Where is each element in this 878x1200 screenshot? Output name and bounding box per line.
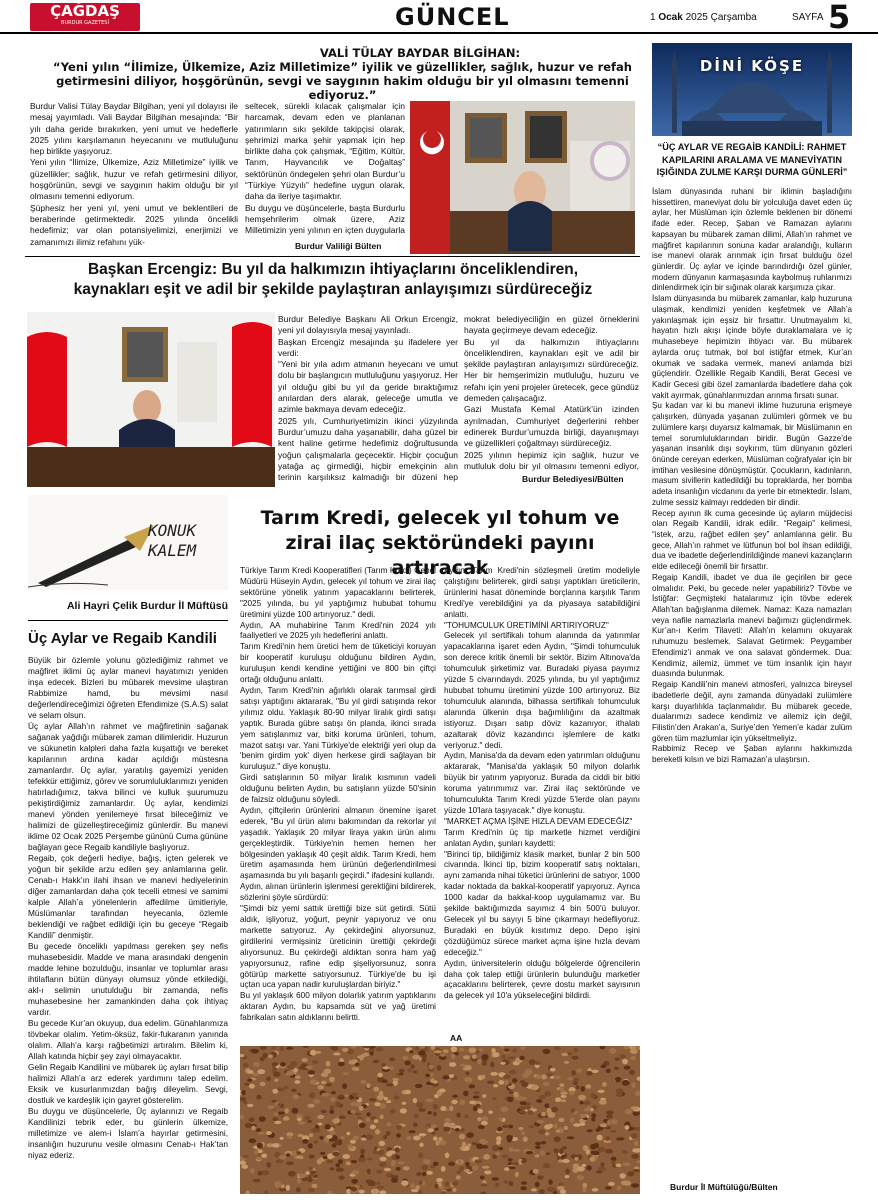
governor-office-photo[interactable] bbox=[410, 101, 635, 254]
masthead bbox=[0, 0, 878, 34]
article2-source: Burdur Belediyesi/Bülten bbox=[522, 474, 624, 484]
issue-date: 1 Ocak 2025 Çarşamba bbox=[650, 12, 757, 23]
pen-illustration bbox=[28, 495, 228, 590]
article3-source: AA bbox=[450, 1033, 463, 1043]
guest-column-author: Ali Hayri Çelik Burdur İl Müftüsü bbox=[66, 600, 228, 612]
religious-column-source: Burdur İl Müftülüğü/Bülten bbox=[670, 1182, 778, 1192]
logo-subtitle: BURDUR GAZETESİ bbox=[61, 20, 109, 26]
newspaper-logo[interactable] bbox=[30, 3, 140, 31]
page-label: SAYFA bbox=[792, 12, 824, 23]
divider bbox=[25, 256, 640, 257]
article3-column-2: Aydın, Tarım Kredi'nin sözleşmeli üretim modeliyle çalıştığını belirterek, girdi satışı yaptıkları üreticilerin, ürünlerini hasat döneminde borçlarına karşılık Tarım Kredi'ye verebildiğini ya da piyasaya satabildiğini anlattı. "TOHUMCULUK ÜRETİMİNİ ARTIRIYORUZ" Gelecek yıl sertifikalı tohum alanında da yatırımlar yapacaklarına işaret eden Aydın, "Şimdi tohumculuk son derece kritik önemli bir sektör. Bizim Altınova'da tohumculuk şirketimiz var. Buradaki piyasa payımız yüzde 5 civarındaydı. 2025 yılında, bu yıl yaptığımız hububat tohumu üretimini yüzde 100 artırıyoruz. Biz tohumculuk alanında, bilhassa sertifikalı tohumculuk alanında ülkenin dışa bağımlılığını da azaltmak istiyoruz. Dışarı satıp döviz kazanıyor, ithalatı azaltarak döviz kazandırıcı işlemlere de katkı veriyoruz." dedi. Aydın, Manisa'da da devam eden yatırımları olduğunu aktararak, "Manisa'da yaklaşık 50 milyon dolarlık büyük bir yatırım yapıyoruz. Burada da ciddi bir bitki koruma yatırımımız var. Zirai ilaç sektöründe ve tohumculukta Tarım Kredi yüzde 5'lerde olan payını yüzde 10'lara taşıyacak." diye konuştu. "MARKET AÇMA İŞİNE HIZLA DEVAM EDECEĞİZ" Tarım Kredi'nin üç tip marketle hizmet verdiğini anlatan Aydın, şunları kaydetti: "Birinci tip, bildiğimiz klasik market, bunlar 2 bin 500 civarında. İkinci tip, bizim kooperatif satış noktaları, aynı zamanda nihai tüketici ürünlerini de satıyor, 1000 kadar noktada da bakkal-kooperatif yapıyoruz. Ayrıca 1000 kadar da bakkal-koop uygulamamız var. Bu şekilde baktığımızda sayımız 4 bin 500'ü buluyor. Gelecek yıl bu sayıyı 5 bine çıkarmayı hedefliyoruz. Buradaki en büyük kısıtımız depo. Depo işini çözdüğümüz sürece market açma işine hızla devam edeceğiz." Aydın, üniversitelerin olduğu bölgelerde öğrencilerin daha çok talep ettiği ürünlerin bulunduğu marketler açacaklarını belirterek, çevre dostu market sayısının da gelecek yıl 10'a yükseleceğini bildirdi. bbox=[444, 566, 640, 1001]
section-title: GÜNCEL bbox=[395, 3, 510, 31]
religious-column-body: İslam dünyasında ruhani bir iklimin başladığını hissettiren, maneviyat dolu bir yolculuğa davet eden üç aylar, her Müslüman için özlemle beklenen bir dönemi ifade eder. Recep, Şaban ve Ramazan aylarını kapsayan bu mübarek zaman dilimi, Allah’ın rahmet ve mağfiret kapılarının sonuna kadar aralandığı, kulların ise manevi olarak arınmak için fırsat bulduğu özel günlerdir. Üç aylar ve içinde barındırdığı özel günler, modern dünyanın karmaşasında kaybolmuş ruhlarımızı dinlendirmek için bir sığınak olarak karşımıza çıkar. İslam dünyasında bu mübarek zamanlar, kalp huzuruna ulaşmak, kendimizi yeniden keşfetmek ve Allah’a yakınlaşmak için eşsiz bir fırsattır. Unutmayalım ki, hayatın hızlı akışı içinde böyle duraklamalara ve iç muhasebeye hepimizin ihtiyacı var. Bu mübarek aylarda oruç tutmak, bol bol istiğfar etmek, Kur’an okumak ve sadaka vermek, manevi anlamda bizi güçlendirir. Özellikle Regaib Kandili, Berat Gecesi ve Kadir Gecesi gibi özel zamanlarda ibadetlere daha çok vakit ayırmak, günahlarımızdan arınma fırsatı sunar. Şu kadarı var ki bu manevi iklime huzuruna erişmeye çalışırken, dünyada yaşanan zulümleri görmek ve bu zulümlere karşı duyarsız kalmamak, bir Müslümanın en temel sorumluluklarından biridir. Bugün Gazze’de yaşanan insanlık dışı soykırım, tüm dünyanın gözleri önünde cereyan ederken, Müslüman coğrafyalar için bir imtihan vesilesine dönüşmüştür. Çocukların, kadınların, masum sivillerin katledildiği bu topraklarda, her bomba adeta insanlığın vicdanını da yerle bir etmektedir. İslam, zulme sessiz kalmayı reddeden bir dindir. Recep ayının ilk cuma gecesinde üç ayların müjdecisi olan Regaib Kandili, idrak edilir. “Regaip” kelimesi, “istek, arzu, rağbet edilen şey” anlamlarına gelir. Bu gece, Allah’ın rahmet ve lütfunun bol bol ihsan edildiği, dua ve ibadetle değerlendirildiğinde manevi kazançların elde edileceği önemli bir fırsattır. Regaip Kandili, ibadet ve dua ile geçirilen bir gece olmalıdır. Peki, bu gecede neler yapabiliriz? Tövbe ve İstiğfar: Geçmişteki hatalarımız için tövbe ederek Allah’tan bağışlanma dilemek. Namaz: Kaza namazları veya nafile namazlarla manevi bağımızı güçlendirmek. Kur’an-ı Kerim Tilaveti: Allah’ın kelamını okuyarak ruhumuzu beslemek. Salavat Getirmek: Peygamber Efendimiz’i anmak ve ona salavat göndermek. Dua: Kendimiz, ailemiz, ümmet ve tüm insanlık için hayır duasında bulunmak. Regaip Kandili’nin manevi atmosferi, yalnızca bireysel ibadetlerle değil, aynı zamanda dünyadaki zulümlere karşı duyarlılıkla taçlanmalıdır. Bu mübarek gecede, dualarımızı sadece kendimiz ve ailemiz için değil, Filistin’den Arakan’a, Suriye’den Yemen’e kadar zulüm gören tüm mazlumlar için yükseltmeliyiz. Rabbimiz Recep ve Şaban aylarını hakkımızda bereketli kılsın ve bizi Ramazan’a ulaştırsın. bbox=[652, 187, 852, 765]
guest-column-banner bbox=[28, 495, 228, 590]
article1-source: Burdur Valiliği Bülten bbox=[295, 241, 382, 251]
religious-column-title[interactable]: “ÜÇ AYLAR VE REGAİB KANDİLİ: RAHMET KAPILARINI ARALAMA VE MANEVİYATIN IŞIĞINDA ZULME KARŞI DURMA GÜNLERİ” bbox=[656, 142, 848, 177]
page-number: 5 bbox=[828, 0, 851, 36]
guest-column-title[interactable]: Üç Aylar ve Regaib Kandili bbox=[28, 630, 217, 647]
article1-headline[interactable]: “Yeni yılın “İlimize, Ülkemize, Aziz Milletimize” iyilik ve güzellikler, sağlık, huzur ve refah getirmesini diliyor, hoşgörünün, sevgi ve saygının hakim olduğu bir yıl olmasını temenni ediyoruz.” bbox=[52, 60, 632, 102]
article1-column-1: Burdur Valisi Tülay Baydar Bilgihan, yeni yıl dolayısı ile mesaj yayımladı. Vali Baydar Bilgihan mesajında: “Bir yılı daha geride bırakırken, yeni umut ve hedeflerle 2025 yılını karşılamanın heyecanını ve mutluluğunu hep birlikte yaşıyoruz. Yeni yılın “İlimize, Ülkemize, Aziz Milletimize” iyilik ve güzellikler; sağlık, huzur ve refah getirmesini diliyor, hoşgörünün, sevgi ve saygının hakim olduğu bir yıl olmasını temenni ediyorum. Şüphesiz her yeni yıl, yeni umut ve beklentileri de beraberinde getirmektedir. 2025 yılında öncelikli hedefimiz; var olan potansiyelimizi, enerjimizi ve zamanımızı ilimiz refahını yük- bbox=[30, 101, 238, 247]
religious-column-banner bbox=[652, 43, 852, 136]
mayor-office-photo[interactable] bbox=[27, 312, 275, 487]
guest-column-body: Büyük bir özlemle yolunu gözlediğimiz rahmet ve mağfiret iklimi üç aylar manevi hayatımızı yeniden inşa edecek. Bizleri bu mübarek mevsime ulaştıran Rabbimize hamd, bu mevsimi nasıl değerlendireceğimizi öğreten Efendimize (S.A.S) salat ve selam olsun. Üç aylar Allah’ın rahmet ve mağfiretinin sağanak sağanak yağdığı mübarek zaman dilimleridir. Huzurun ve sükunetin kalpleri daha fazla kuşattığı ve bereket kapılarının ardına kadar açıldığı müstesna zamanlardır. Üç aylar, yaratılış gayemizi yeniden tefekkür ettiğimiz, görev ve sorumluluklarımızı yeniden hatırladığımız, takva bilinci ve kulluk şuurumuzu pekiştirdiğimiz zamanlardır. Üç aylar, kendimizi manevi yönden yenilemeye fırsat bileceğimiz ve halimizi de güzelleştireceğimiz günlerdir. Bu manevi iklime 02 Ocak 2025 Perşembe gününü Cuma gününe bağlayan gece Regaib kandiliyle başlıyoruz. Regaib, çok değerli hediye, bağış, içten gelerek ve yoğun bir şekilde arzu edilen şey anlamlarına gelir. Cenab-ı Hakk’ın ilahi ihsan ve manevi hediyelerinin diğer zamanlardan daha çok tecelli etmesi ve samimi kalple Allah’a yönelenlerin affedilme ümitleriyle, Müslümanlar tarafından heyecanla, özlemle beklendiği ve rağbet edildiği için bu geceye “Regaib Kandili” denmiştir. Bu gecede önceliklı yapılması gereken şey nefis muhasebesidir. Madde ve mana arasındaki dengenin madde lehine bozulduğu, insanlar ve toplumlar arası ihtilafların bütün dünyayı olumsuz yönde etkilediği, akl-ı selimin unutulduğu bir zamanda, nefis muhasebesine her zamankinden daha çok ihtiyaç vardır. Bu gecede Kur’an okuyup, dua edelim. Günahlarımıza tövbekar olalım. Yetim-öksüz, fakir-fukaranın yanında olalım. Allah’a karşı rağbetimizi artıralım. Bilelim ki, Allah katında hiçbir şey zayi olmayacaktır. Gelin Regaib Kandilini ve mübarek üç ayları fırsat bilip halimizi Allah’a arz ederek yardımını talep edelim. Eksik ve kusurlarımızdan bağış dileyelim. Sevgi, dostluk ve kardeşlik için gayret gösterelim. Bu duygu ve düşüncelerle, Üç aylarınızı ve Regaib Kandilinizi tebrik eder, bu günlerin ülkemize, milletimize ve alem-i İslam’a hayırlar getirmesini, insanlığın huzurunu vesile olmasını Cenab-ı Hak’tan niyaz ederiz. bbox=[28, 655, 228, 1160]
guest-column-label: KONUK KALEM bbox=[148, 521, 197, 560]
divider bbox=[28, 620, 228, 621]
article2-headline[interactable]: Başkan Ercengiz: Bu yıl da halkımızın ihtiyaçlarını önceliklendiren, kaynakları eşit ve adil bir şekilde paylaştıran anlayışımızı sürdüreceğiz bbox=[73, 261, 593, 298]
seeds-photo[interactable] bbox=[240, 1046, 640, 1194]
article3-column-1: Türkiye Tarım Kredi Kooperatifleri (Tarım Kredi) Genel Müdürü Hüseyin Aydın, gelecek yıl tohum ve zirai ilaç sektörüne yönelik yatırım yapacaklarını belirterek, "2025 yılında, bu yıl yaptığımız hububat tohumu üretimini yüzde 100 artırıyoruz." dedi. Aydın, AA muhabirine Tarım Kredi'nin 2024 yılı faaliyetleri ve 2025 yılı hedeflerini anlattı. Tarım Kredi'nin hem üretici hem de tüketiciyi koruyan bir kooperatif kuruluşu olduğunu bildiren Aydın, kuruluşun kendi kendine yettiğini ve 800 bin çiftçi ortağı olduğunu anlattı. Aydın, Tarım Kredi'nin ağırlıklı olarak tarımsal girdi satışı yaptığını aktararak, "Bu yıl girdi satışında rekor yılımız oldu. Yaklaşık 80-90 milyar liralık girdi satışı yaptık. Burada gübre satışı ön planda, ikinci sırada yem satışlarımız var, bitki koruma ürünleri, tohum, mazot satışı var. Yani Türkiye'de elektriği yeri olup da 'benim girdim yok' diyen herkese girdi sağlayan bir kuruluşuz." diye konuştu. Girdi satışlarının 50 milyar liralık kısmının vadeli olduğunu belirten Aydın, bu satışların yüzde 50'sinin de faizsiz olduğunu söyledi. Aydın, çiftçilerin ürünlerini almanın önemine işaret ederek, "Bu yıl ürün alımı bakımından da rekorlar yıl yaşadık. Yaklaşık 20 milyar liraya yakın ürün alımı gerçekleştirdik. Türkiye'nin hemen hemen her bölgesinden yaklaşık 40 çeşit aldık. Tarım Kredi, hem üretim aşamasında hem ürünün değerlendirilmesi aşamasında bu yılı başarılı geçirdi." ifadesini kullandı. Aydın, alınan ürünlerin işlenmesi gerektiğini bildirerek, sözlerini şöyle sürdürdü: "Şimdi biz yemi sattık ürettiği bize süt getirdi. Sütü aldık, işliyoruz, yoğurt, peynir yapıyoruz ve onu markette satıyoruz. Ay çekirdeğini alıyorsunuz, girdilerini vermişsiniz üreticinin ürettiği çekirdeği alıyorsunuz. Bu çekirdeği aldıktan sonra ham yağ yapıyorsunuz, rafine edip şişeliyorsunuz, sonra götürüp markette satıyorsunuz. Türkiye'de bu işi uçtan uca yapan nadir kuruluşlardan biriyiz." Bu yıl yaklaşık 600 milyon dolarlık yatırım yaptıklarını aktaran Aydın, bu kapsamda süt ve yağ üretimi fabrikaları satın aldıklarını belirtti. bbox=[240, 566, 436, 1023]
article2-column-1: Burdur Belediye Başkanı Ali Orkun Ercengiz, yeni yıl dolayısıyla mesaj yayınladı. Başkan Ercengiz mesajında şu ifadelere yer verdi: “Yeni bir yıla adım atmanın heyecanı ve umut dolu bir başlangıcın mutluluğunu yaşıyoruz. Her yıl olduğu gibi bu yıl da geride bıraktığımız anılardan ders alarak, geleceğe umutla ve azimle bakmaya devam edeceğiz. 2025 yılı, Cumhuriyetimizin ikinci yüzyılında Burdur’umuzu daha yaşanabilir, daha güzel bir kent haline getirme hedefimiz doğrultusunda yoğun çalışmalarla geçecektir. Hiçbir çocuğun yatağa aç girmediği, hiçbir emekçinin alın terinin karşılıksız kalmadığı bir düzeni hep bbox=[278, 314, 458, 483]
article3-headline[interactable]: Tarım Kredi, gelecek yıl tohum ve zirai ilaç sektöründeki payını artıracak bbox=[260, 507, 620, 579]
article1-column-2: seltecek, sürekli kılacak çalışmalar için harcamak, devam eden ve planlanan yatırımların sıkı şekilde takipçisi olarak, şehrimizi marka şehir yapmak için hep birlikte daha çok çalışmak, “Eğitim, Kültür, Tarım, Hayvancılık ve Doğaltaş” sektörünün öndegelen şehri olan Burdur’u “Türkiye Yüzyılı” hedefine uygun olarak, daha da ileriye taşımaktır. Bu duygu ve düşüncelerle, başta Burdurlu hemşehrilerim olmak üzere, Aziz Milletimizin yeni yılının en içten duygularla bbox=[245, 101, 405, 236]
article1-kicker: VALİ TÜLAY BAYDAR BİLGİHAN: bbox=[319, 46, 521, 60]
religious-column-label: DİNİ KÖŞE bbox=[699, 57, 805, 75]
logo-text: ÇAĞDAŞ bbox=[50, 2, 120, 20]
article2-column-2: mokrat belediyeciliğin en güzel örneklerini hayata geçirmeye devam edeceğiz. Bu yıl da halkımızın ihtiyaçlarını önceliklendiren, kaynakları eşit ve adil bir şekilde paylaştıran anlayışımızı sürdüreceğiz. Her bir hemşerimizin mutluluğu, huzuru ve refahı için yeni projeler üretecek, gece gündüz demeden çalışacağız. Gazi Mustafa Kemal Atatürk’ün izinden ayrılmadan, Cumhuriyet değerlerini rehber edinerek Burdur’umuzda birliği, dayanışmayı ve güzellikleri çoğaltmayı sürdüreceğiz. 2025 yılının hepimiz için sağlık, huzur ve mutluluk dolu bir yıl olmasını temenni ediyor, bbox=[464, 314, 639, 471]
